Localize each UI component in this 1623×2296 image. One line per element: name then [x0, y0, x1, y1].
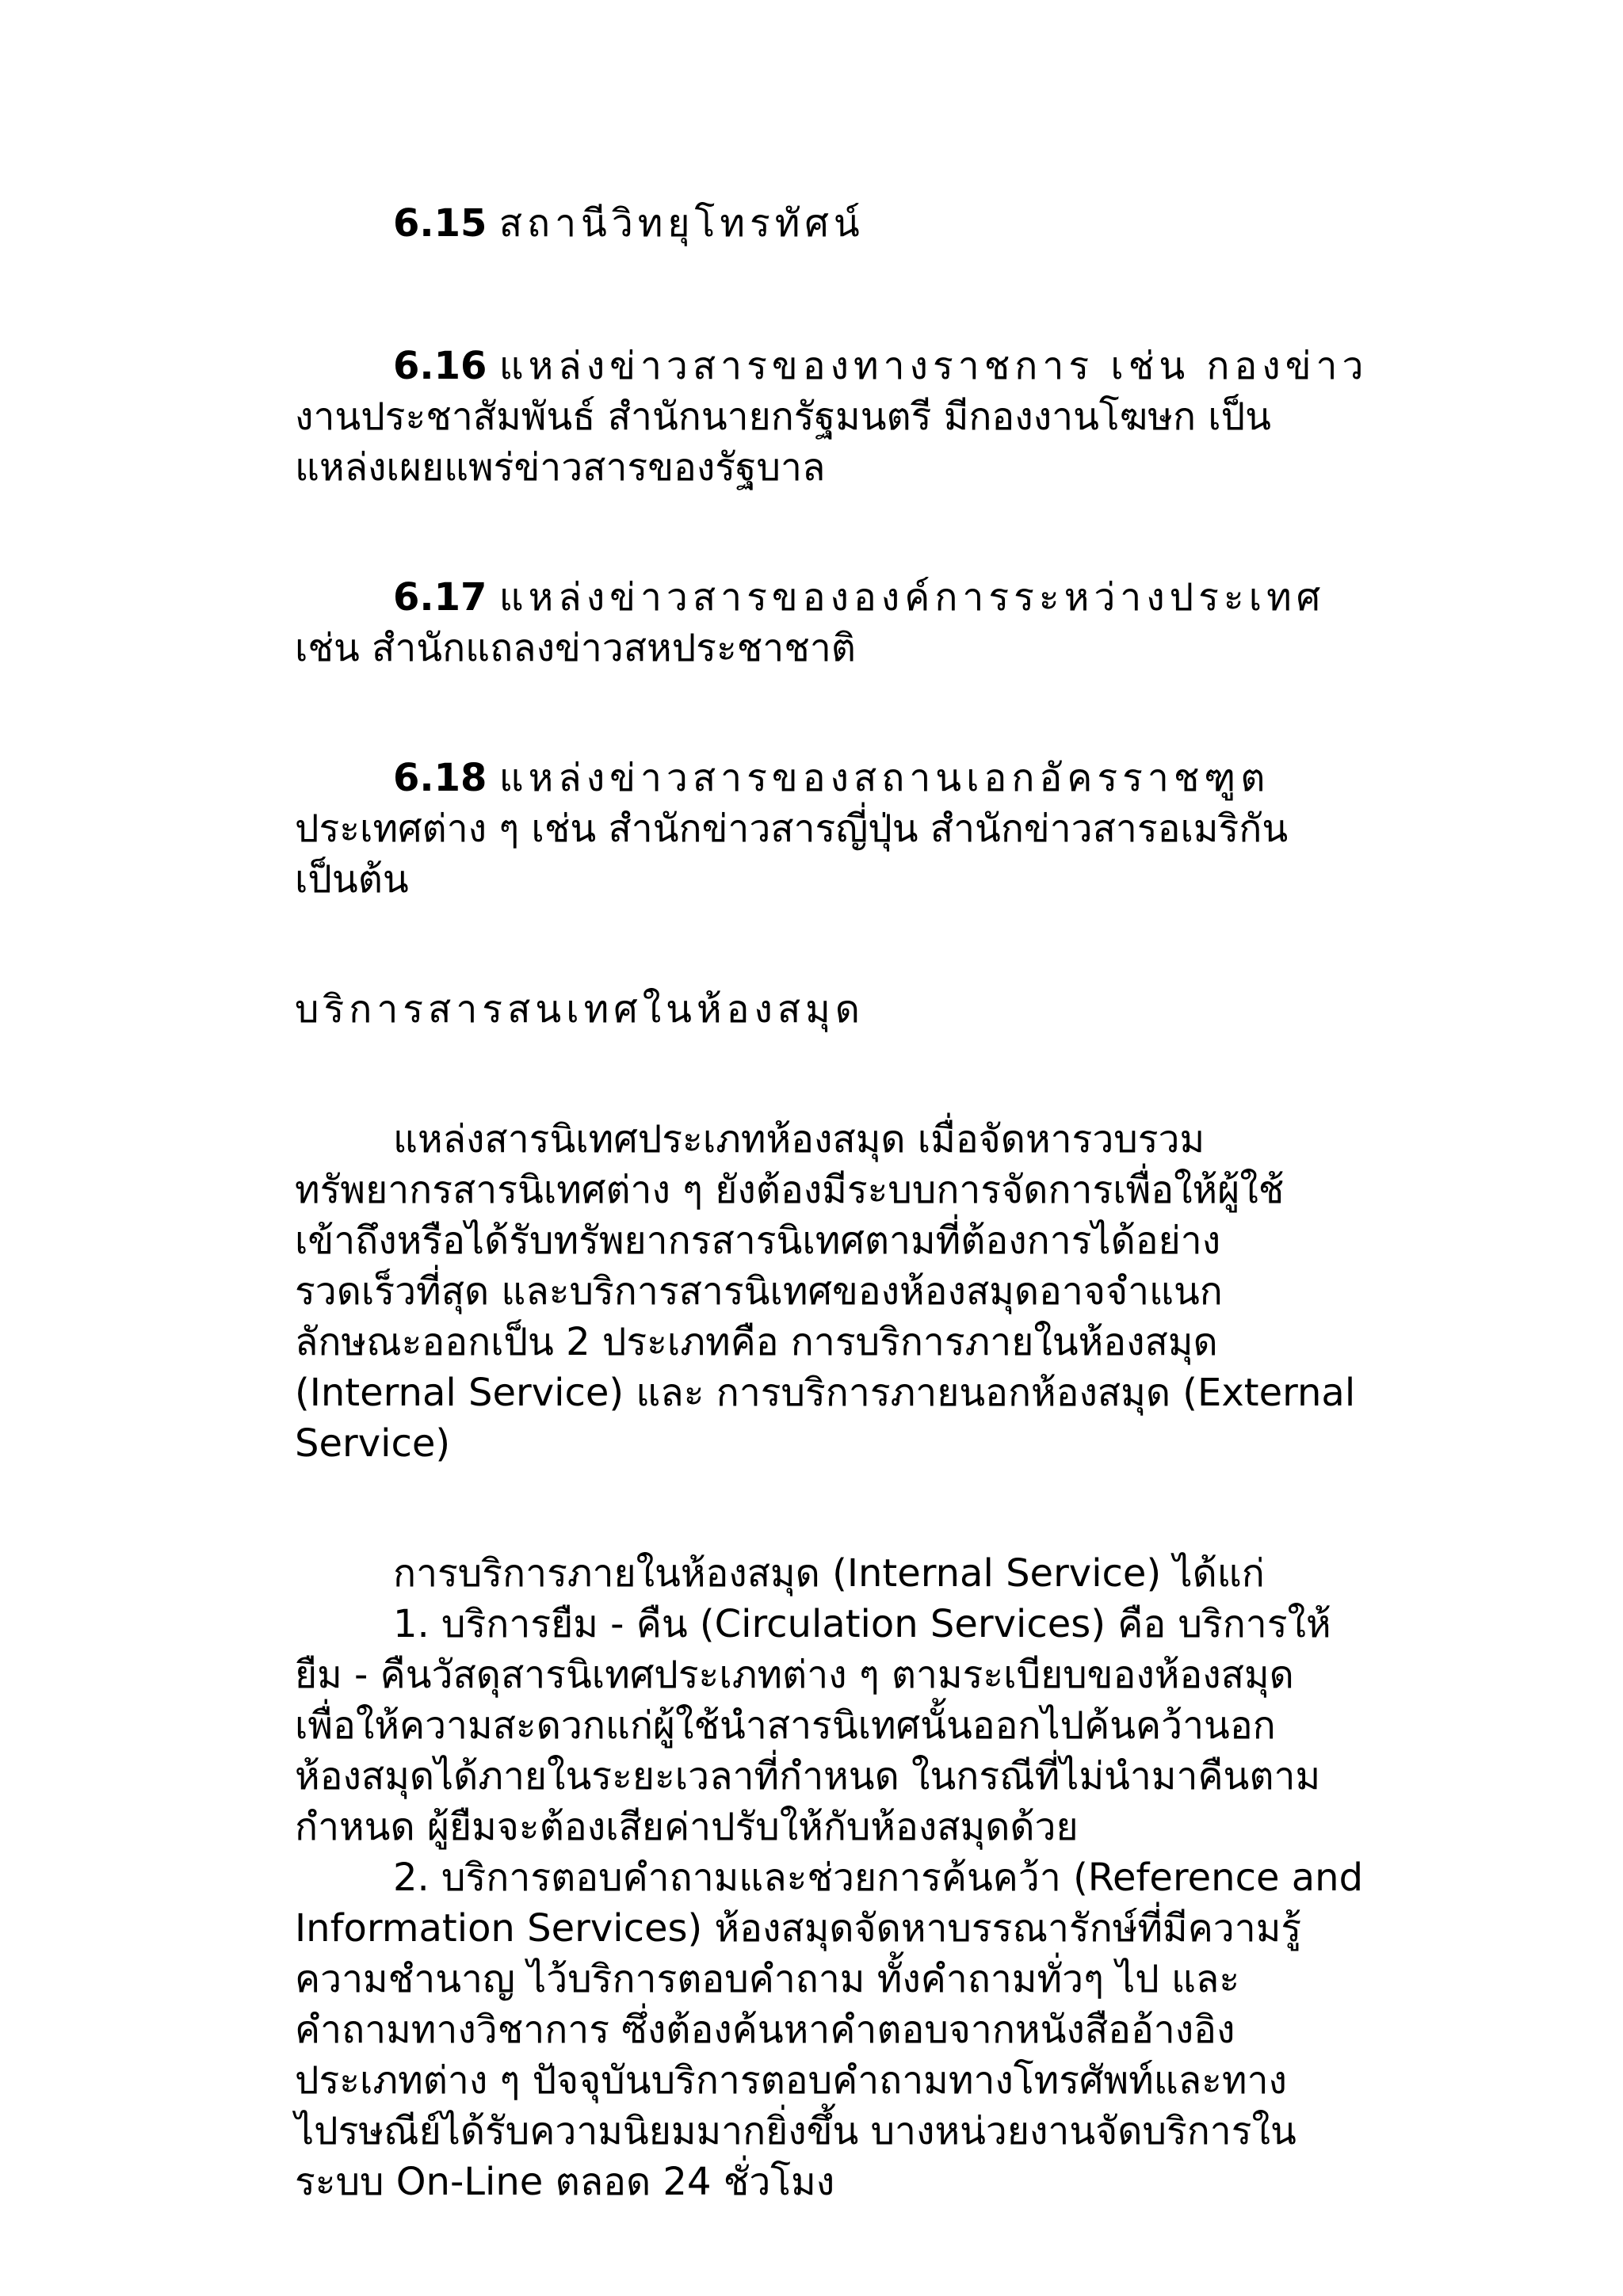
section-number: 6.15 — [393, 201, 487, 246]
item-reference — [295, 1852, 1436, 2207]
paragraph-line: ห้องสมุดได้ภายในระยะเวลาที่กำหนด ในกรณีที่ไม่นำมาคืนตาม — [295, 1754, 1321, 1798]
paragraph-line: คำถามทางวิชาการ ซึ่งต้องค้นหาคำตอบจากหนังสืออ้างอิง — [295, 2008, 1235, 2052]
paragraph-line: เพื่อให้ความสะดวกแก่ผู้ใช้นำสารนิเทศนั้นออกไปค้นคว้านอก — [295, 1703, 1276, 1748]
section-text-line: งานประชาสัมพันธ์ สำนักนายกรัฐมนตรี มีกองงานโฆษก เป็น — [295, 395, 1271, 439]
section-6-15 — [295, 198, 1436, 249]
paragraph-line: รวดเร็วที่สุด และบริการสารนิเทศของห้องสมุดอาจจำแนก — [295, 1269, 1223, 1314]
paragraph-line: ประเภทต่าง ๆ ปัจจุบันบริการตอบคำถามทางโทรศัพท์และทาง — [295, 2058, 1287, 2103]
section-text: สถานีวิทยุโทรทัศน์ — [498, 201, 865, 246]
item-circulation — [295, 1599, 1436, 1852]
section-number: 6.16 — [393, 344, 487, 388]
paragraph-line: 1. บริการยืม - คืน (Circulation Services) คือ บริการให้ — [393, 1602, 1331, 1646]
paragraph-line: ยืม - คืนวัสดุสารนิเทศประเภทต่าง ๆ ตามระเบียบของห้องสมุด — [295, 1653, 1294, 1697]
section-text-line: แหล่งข่าวสารขององค์การระหว่างประเทศ — [498, 575, 1326, 620]
section-text-line: แหล่งเผยแพร่ข่าวสารของรัฐบาล — [295, 445, 826, 490]
paragraph-line: กำหนด ผู้ยืมจะต้องเสียค่าปรับให้กับห้องสมุดด้วย — [295, 1805, 1079, 1849]
paragraph-line: แหล่งสารนิเทศประเภทห้องสมุด เมื่อจัดหารวบรวม — [393, 1117, 1205, 1161]
section-6-18 — [295, 753, 1436, 905]
paragraph-line: ลักษณะออกเป็น 2 ประเภทคือ การบริการภายในห้องสมุด — [295, 1320, 1218, 1364]
internal-service-heading: การบริการภายในห้องสมุด (Internal Service) ได้แก่ — [393, 1551, 1265, 1596]
section-number: 6.17 — [393, 575, 487, 620]
paragraph-line: ไปรษณีย์ได้รับความนิยมมากยิ่งขึ้น บางหน่วยงานจัดบริการใน — [295, 2109, 1296, 2153]
section-text-line: เป็นต้น — [295, 857, 409, 902]
paragraph-line: (Internal Service) และ การบริการภายนอกห้องสมุด (External — [295, 1371, 1356, 1415]
document-page — [295, 198, 1436, 2207]
section-text-line: แหล่งข่าวสารของทางราชการ เช่น กองข่าว — [498, 344, 1369, 388]
paragraph-line: 2. บริการตอบคำถามและช่วยการค้นคว้า (Reference and — [393, 1855, 1364, 1900]
intro-paragraph — [295, 1114, 1436, 1469]
paragraph-line: ความชำนาญ ไว้บริการตอบคำถาม ทั้งคำถามทั่วๆ ไป และ — [295, 1957, 1240, 2001]
section-6-17 — [295, 572, 1436, 673]
paragraph-line: เข้าถึงหรือได้รับทรัพยากรสารนิเทศตามที่ต้องการได้อย่าง — [295, 1219, 1221, 1263]
paragraph-line: ทรัพยากรสารนิเทศต่าง ๆ ยังต้องมีระบบการจัดการเพื่อให้ผู้ใช้ — [295, 1168, 1285, 1212]
section-text-line: แหล่งข่าวสารของสถานเอกอัครราชฑูต — [498, 756, 1270, 800]
paragraph-line: ระบบ On-Line ตลอด 24 ชั่วโมง — [295, 2160, 835, 2204]
section-heading: บริการสารสนเทศในห้องสมุด — [295, 987, 865, 1032]
section-6-16 — [295, 341, 1436, 493]
section-text-line: ประเทศต่าง ๆ เช่น สำนักข่าวสารญี่ปุ่น สำนักข่าวสารอเมริกัน — [295, 807, 1289, 851]
paragraph-line: Service) — [295, 1421, 451, 1466]
section-text-line: เช่น สำนักแถลงข่าวสหประชาชาติ — [295, 626, 856, 670]
paragraph-line: Information Services) ห้องสมุดจัดหาบรรณารักษ์ที่มีความรู้ — [295, 1906, 1302, 1951]
section-number: 6.18 — [393, 756, 487, 800]
